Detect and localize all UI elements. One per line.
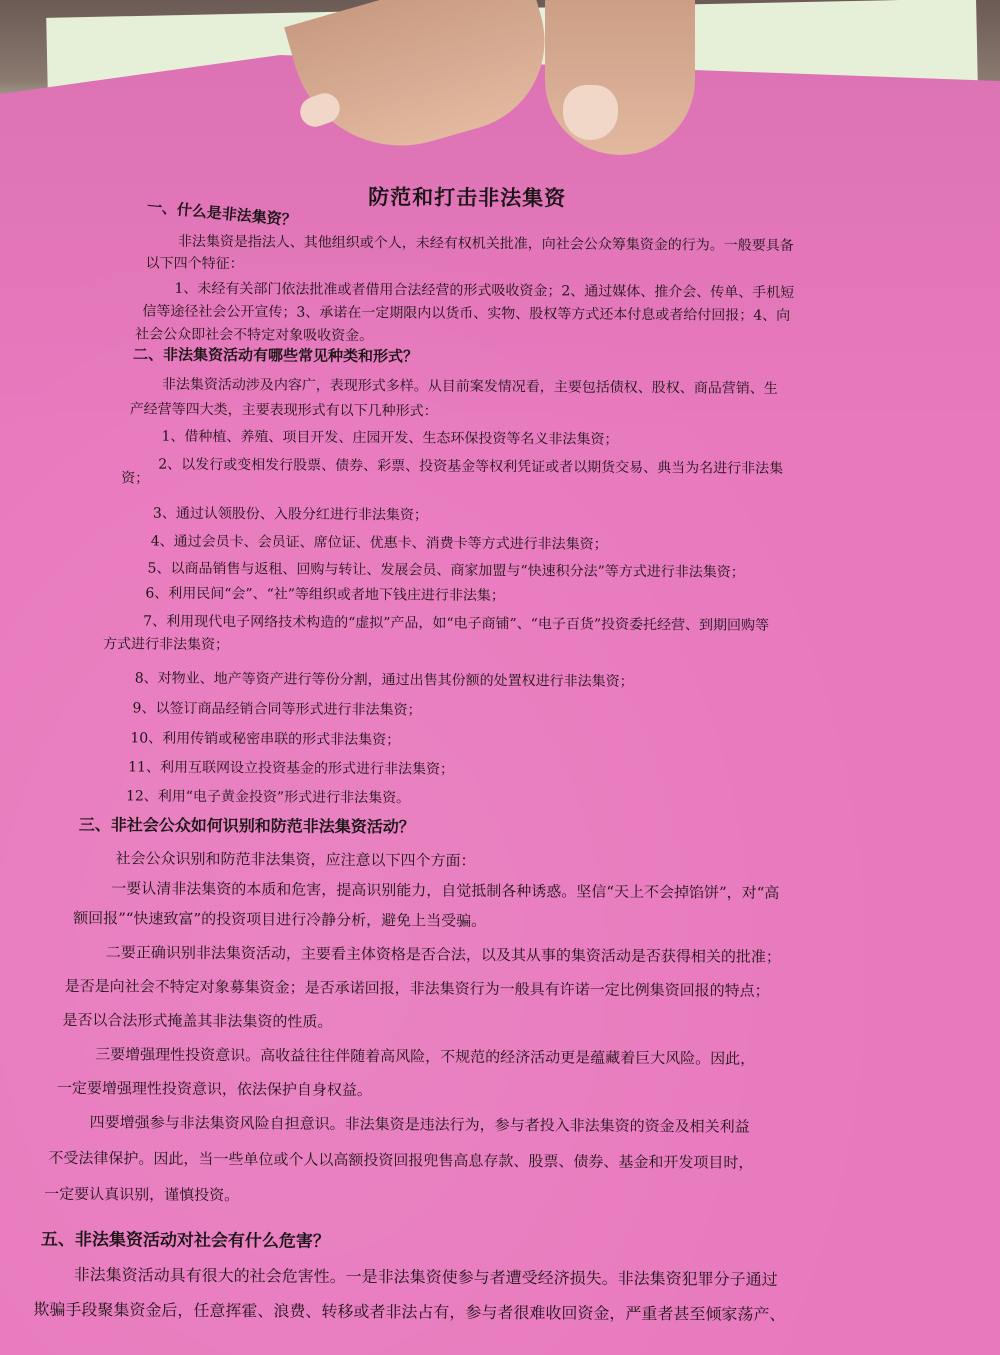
list-item: 4、通过会员卡、会员证、席位证、优惠卡、消费卡等方式进行非法集资； xyxy=(150,533,608,553)
page-title: 防范和打击非法集资 xyxy=(368,185,567,211)
list-item: 1、借种植、养殖、项目开发、庄园开发、生态环保投资等名义非法集资； xyxy=(161,428,619,448)
paragraph-line: 一定要认真识别，谨慎投资。 xyxy=(44,1184,240,1205)
list-item: 6、利用民间“会”、“社”等组织或者地下钱庄进行非法集； xyxy=(145,585,505,605)
paragraph-line: 不受法律保护。因此，当一些单位或个人以高额投资回报兜售高息存款、股票、债券、基金和开发项目时， xyxy=(48,1148,754,1172)
list-item: 5、以商品销售与返租、回购与转让、发展会员、商家加盟与“快速积分法”等方式进行非法集资； xyxy=(147,560,745,581)
list-item: 7、利用现代电子网络技术构造的“虚拟”产品，如“电子商铺”、“电子百货”投资委托经营、到期回购等 xyxy=(143,613,770,634)
paragraph-line: 产经营等四大类，主要表现形式有以下几种形式： xyxy=(129,401,438,420)
paragraph-line: 四要增强参与非法集资风险自担意识。非法集资是违法行为，参与者投入非法集资的资金及相关利益 xyxy=(89,1113,750,1136)
paragraph-line: 是否是向社会不特定对象募集资金；是否承诺回报，非法集资行为一般具有许诺一定比例集资回报的特点； xyxy=(64,976,770,1000)
paragraph-line: 非法集资是指法人、其他组织或个人，未经有权机关批准，向社会公众筹集资金的行为。一般要具备 xyxy=(177,233,794,255)
paragraph-line: 社会公众识别和防范非法集资，应注意以下四个方面： xyxy=(115,849,476,870)
list-item: 方式进行非法集资； xyxy=(102,636,230,654)
paragraph-line: 二要正确识别非法集资活动，主要看主体资格是否合法，以及其从事的集资活动是否获得相关的批准； xyxy=(105,943,781,966)
list-item: 3、通过认领股份、入股分红进行非法集资； xyxy=(152,505,428,524)
paragraph-line: 以下四个特征： xyxy=(145,255,244,273)
list-item: 10、利用传销或秘密串联的形式非法集资； xyxy=(130,730,401,749)
list-item: 资； xyxy=(121,470,150,487)
list-item: 11、利用互联网设立投资基金的形式进行非法集资； xyxy=(128,759,455,778)
section-heading-5: 五、非法集资活动对社会有什么危害？ xyxy=(40,1229,330,1252)
paragraph-line: 欺骗手段聚集资金后，任意挥霍、浪费、转移或者非法占有，参与者很难收回资金，严重者甚至倾家荡产、 xyxy=(33,1299,786,1325)
section-heading-2: 二、非法集资活动有哪些常见种类和形式？ xyxy=(132,345,419,366)
paragraph-line: 社会公众即社会不特定对象吸收资金。 xyxy=(135,326,374,345)
section-heading-1: 一、什么是非法集资？ xyxy=(146,197,298,230)
paragraph-line: 非法集资活动涉及内容广，表现形式多样。从目前案发情况看，主要包括债权、股权、商品营销、生 xyxy=(161,376,778,397)
paragraph-line: 一要认清非法集资的本质和危害，提高识别能力，自觉抵制各种诱惑。坚信“天上不会掉馅饼”，对“高 xyxy=(111,879,780,902)
paragraph-line: 信等途径社会公开宣传；3、承诺在一定期限内以货币、实物、股权等方式还本付息或者给付回报；4、向 xyxy=(142,303,791,325)
list-item: 12、利用“电子黄金投资”形式进行非法集资。 xyxy=(125,788,411,807)
list-item: 8、对物业、地产等资产进行等份分割，通过出售其份额的处置权进行非法集资； xyxy=(134,670,634,690)
paragraph-line: 非法集资活动具有很大的社会危害性。一是非法集资使参与者遭受经济损失。非法集资犯罪分子通过 xyxy=(73,1265,778,1289)
paragraph-line: 1、未经有关部门依法批准或者借用合法经营的形式吸收资金；2、通过媒体、推介会、传单、手机短 xyxy=(174,280,795,302)
paragraph-line: 是否以合法形式掩盖其非法集资的性质。 xyxy=(62,1010,333,1031)
section-heading-3: 三、非社会公众如何识别和防范非法集资活动？ xyxy=(78,815,415,837)
paragraph-line: 三要增强理性投资意识。高收益往往伴随着高风险，不规范的经济活动更是蕴藏着巨大风险。因此， xyxy=(95,1045,756,1068)
list-item: 9、以签订商品经销合同等形式进行非法集资； xyxy=(132,700,422,719)
paragraph-line: 一定要增强理性投资意识，依法保护自身权益。 xyxy=(56,1078,373,1100)
paragraph-line: 额回报”“快速致富”的投资项目进行冷静分析，避免上当受骗。 xyxy=(73,909,487,930)
list-item: 2、以发行或变相发行股票、债券、彩票、投资基金等权利凭证或者以期货交易、典当为名进行非法集 xyxy=(158,456,784,477)
